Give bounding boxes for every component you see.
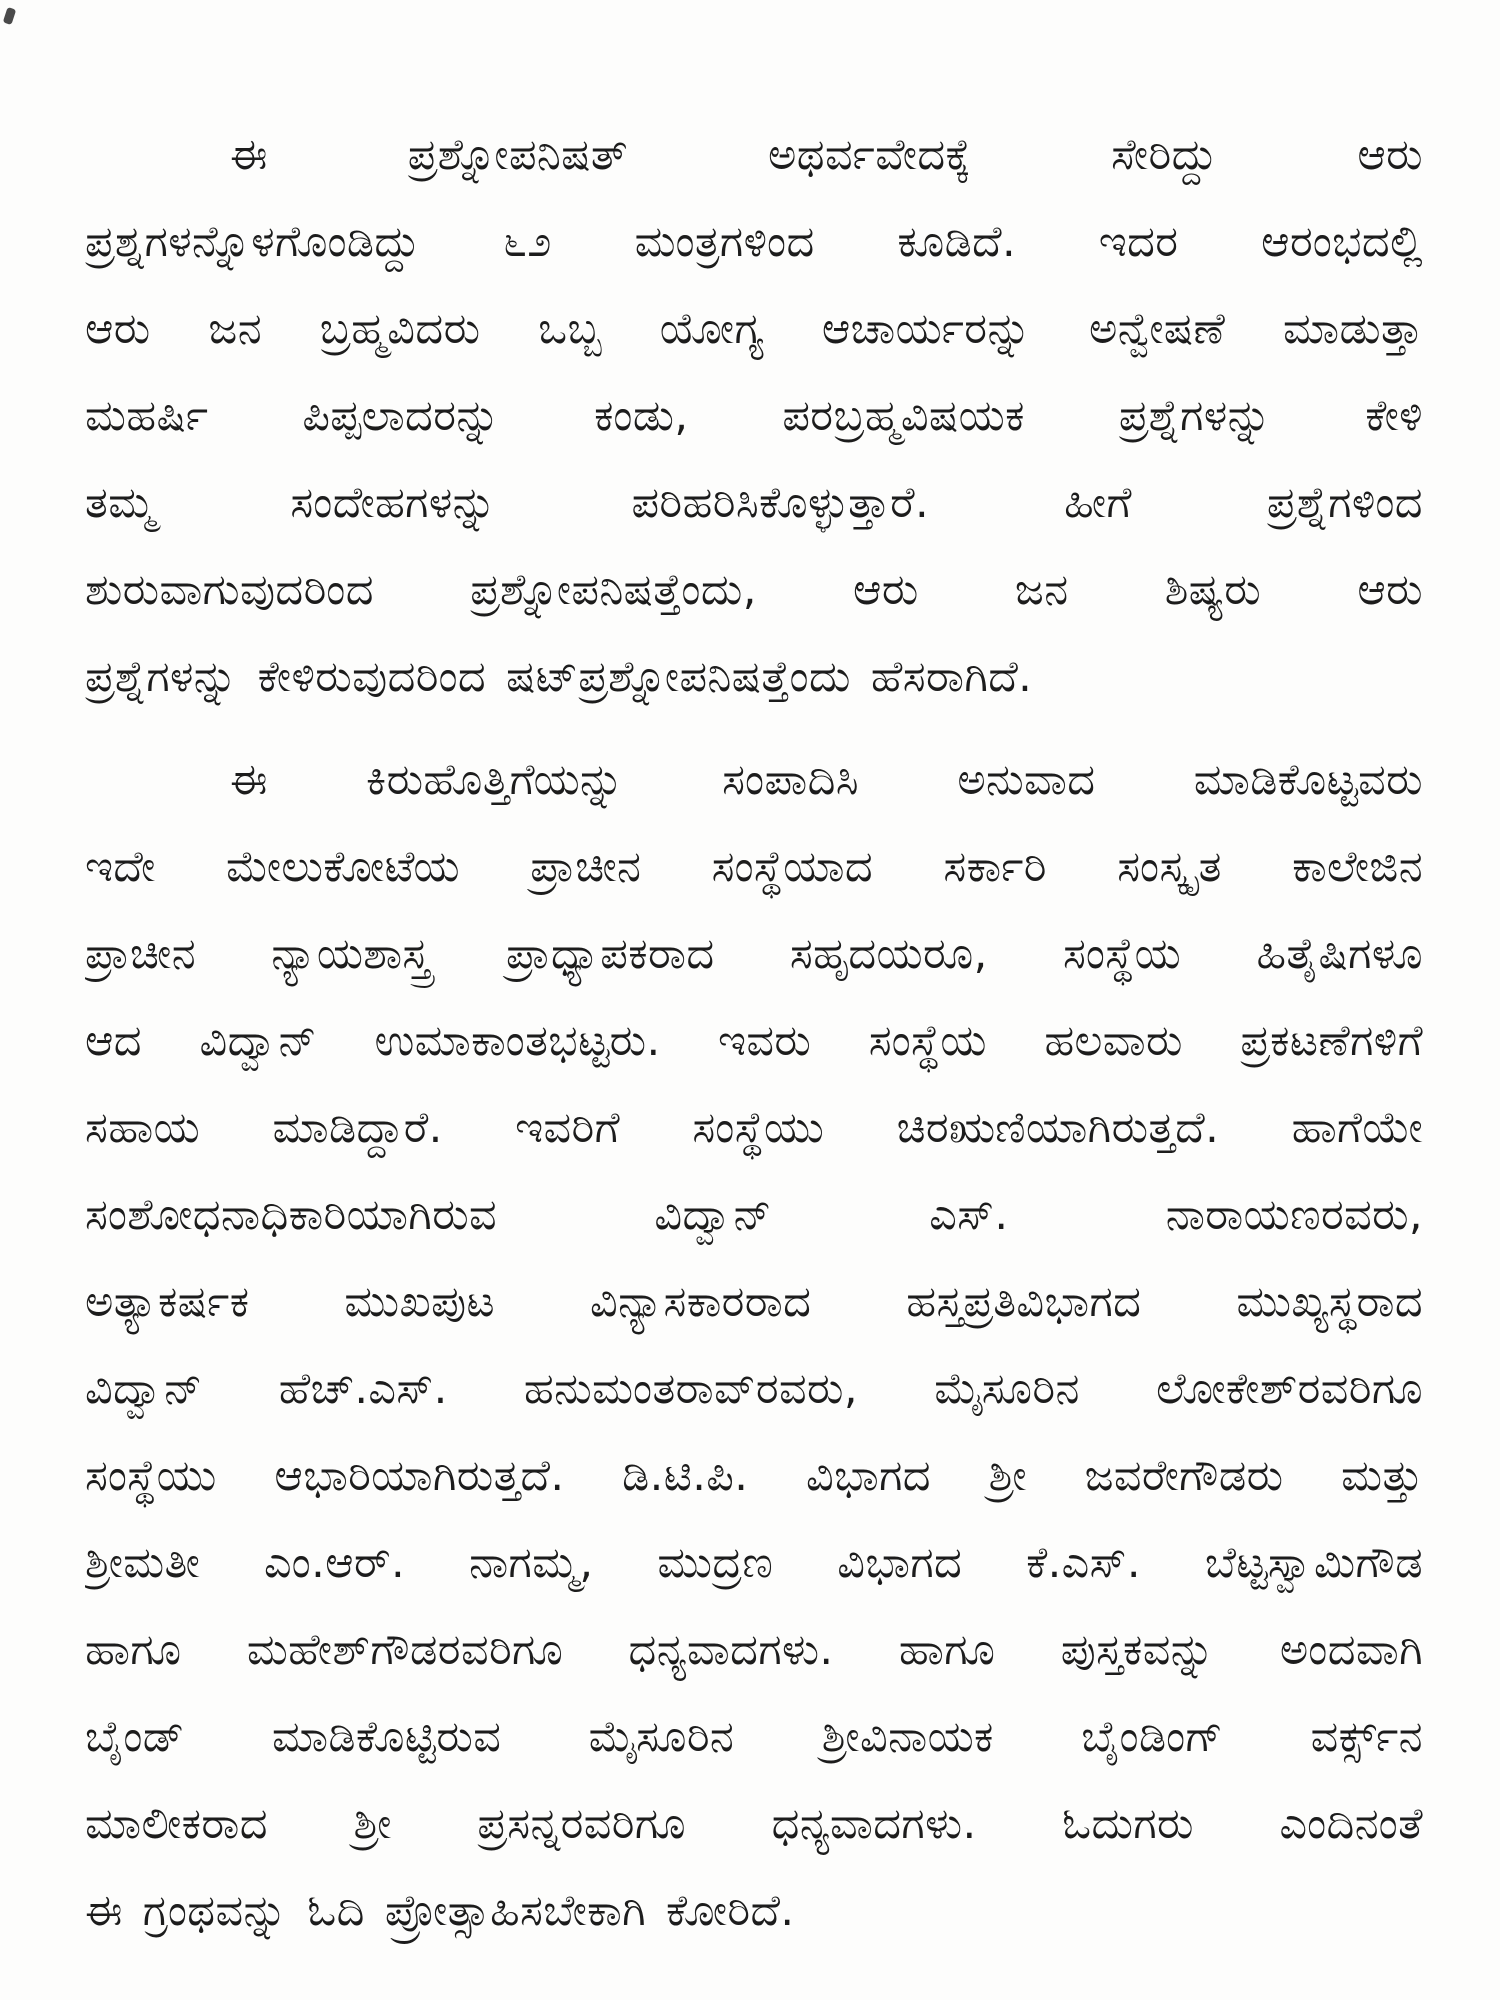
paragraph-2 [85, 737, 1423, 1955]
text-block [85, 112, 1423, 1955]
text-line: ತಮ್ಮ ಸಂದೇಹಗಳನ್ನು ಪರಿಹರಿಸಿಕೊಳ್ಳುತ್ತಾರೆ. ಹೀಗೆ ಪ್ರಶ್ನೆಗಳಿಂದ [85, 478, 1423, 528]
text-line: ಪ್ರಾಚೀನ ನ್ಯಾಯಶಾಸ್ತ್ರ ಪ್ರಾಧ್ಯಾಪಕರಾದ ಸಹೃದಯರೂ, ಸಂಸ್ಥೆಯ ಹಿತೈಷಿಗಳೂ [85, 929, 1423, 979]
text-line: ಮಹರ್ಷಿ ಪಿಪ್ಪಲಾದರನ್ನು ಕಂಡು, ಪರಬ್ರಹ್ಮವಿಷಯಕ ಪ್ರಶ್ನೆಗಳನ್ನು ಕೇಳಿ [85, 391, 1423, 441]
text-line: ಇದೇ ಮೇಲುಕೋಟೆಯ ಪ್ರಾಚೀನ ಸಂಸ್ಥೆಯಾದ ಸರ್ಕಾರಿ ಸಂಸ್ಕೃತ ಕಾಲೇಜಿನ [85, 842, 1423, 892]
text-line: ಸಂಶೋಧನಾಧಿಕಾರಿಯಾಗಿರುವ ವಿದ್ವಾನ್ ಎಸ್. ನಾರಾಯಣರವರು, [85, 1190, 1423, 1240]
text-line: ಈ ಗ್ರಂಥವನ್ನು ಓದಿ ಪ್ರೋತ್ಸಾಹಿಸಬೇಕಾಗಿ ಕೋರಿದೆ. [85, 1886, 795, 1936]
text-line: ಮಾಲೀಕರಾದ ಶ್ರೀ ಪ್ರಸನ್ನರವರಿಗೂ ಧನ್ಯವಾದಗಳು. ಓದುಗರು ಎಂದಿನಂತೆ [85, 1799, 1423, 1849]
text-line: ಬೈಂಡ್ ಮಾಡಿಕೊಟ್ಟಿರುವ ಮೈಸೂರಿನ ಶ್ರೀವಿನಾಯಕ ಬೈಂಡಿಂಗ್ ವರ್ಕ್ಸ್‌ನ [85, 1712, 1423, 1762]
text-line: ಆದ ವಿದ್ವಾನ್ ಉಮಾಕಾಂತಭಟ್ಟರು. ಇವರು ಸಂಸ್ಥೆಯ ಹಲವಾರು ಪ್ರಕಟಣೆಗಳಿಗೆ [85, 1016, 1423, 1066]
text-line: ಪ್ರಶ್ನಗಳನ್ನೊಳಗೊಂಡಿದ್ದು ೬೨ ಮಂತ್ರಗಳಿಂದ ಕೂಡಿದೆ. ಇದರ ಆರಂಭದಲ್ಲಿ [85, 217, 1423, 267]
text-line: ಸಂಸ್ಥೆಯು ಆಭಾರಿಯಾಗಿರುತ್ತದೆ. ಡಿ.ಟಿ.ಪಿ. ವಿಭಾಗದ ಶ್ರೀ ಜವರೇಗೌಡರು ಮತ್ತು [85, 1451, 1423, 1501]
paragraph-1 [85, 112, 1423, 721]
text-line: ಪ್ರಶ್ನೆಗಳನ್ನು ಕೇಳಿರುವುದರಿಂದ ಷಟ್‌ಪ್ರಶ್ನೋಪನಿಷತ್ತೆಂದು ಹೆಸರಾಗಿದೆ. [85, 652, 1033, 702]
text-line: ಶುರುವಾಗುವುದರಿಂದ ಪ್ರಶ್ನೋಪನಿಷತ್ತೆಂದು, ಆರು ಜನ ಶಿಷ್ಯರು ಆರು [85, 565, 1423, 615]
text-line: ಅತ್ಯಾಕರ್ಷಕ ಮುಖಪುಟ ವಿನ್ಯಾಸಕಾರರಾದ ಹಸ್ತಪ್ರತಿವಿಭಾಗದ ಮುಖ್ಯಸ್ಥರಾದ [85, 1277, 1423, 1327]
text-line: ವಿದ್ವಾನ್ ಹೆಚ್.ಎಸ್. ಹನುಮಂತರಾವ್‌ರವರು, ಮೈಸೂರಿನ ಲೋಕೇಶ್‌ರವರಿಗೂ [85, 1364, 1423, 1414]
text-line: ಸಹಾಯ ಮಾಡಿದ್ದಾರೆ. ಇವರಿಗೆ ಸಂಸ್ಥೆಯು ಚಿರಋಣಿಯಾಗಿರುತ್ತದೆ. ಹಾಗೆಯೇ [85, 1103, 1423, 1153]
text-line: ಆರು ಜನ ಬ್ರಹ್ಮವಿದರು ಒಬ್ಬ ಯೋಗ್ಯ ಆಚಾರ್ಯರನ್ನು ಅನ್ವೇಷಣೆ ಮಾಡುತ್ತಾ [85, 304, 1423, 354]
text-line: ಶ್ರೀಮತೀ ಎಂ.ಆರ್. ನಾಗಮ್ಮ, ಮುದ್ರಣ ವಿಭಾಗದ ಕೆ.ಎಸ್. ಬೆಟ್ಟಸ್ವಾಮಿಗೌಡ [85, 1538, 1423, 1588]
text-line: ಹಾಗೂ ಮಹೇಶ್‌ಗೌಡರವರಿಗೂ ಧನ್ಯವಾದಗಳು. ಹಾಗೂ ಪುಸ್ತಕವನ್ನು ಅಂದವಾಗಿ [85, 1625, 1423, 1675]
text-line: ಈ ಪ್ರಶ್ನೋಪನಿಷತ್ ಅಥರ್ವವೇದಕ್ಕೆ ಸೇರಿದ್ದು ಆರು [230, 130, 1423, 180]
scan-artifact [3, 7, 17, 25]
text-line: ಈ ಕಿರುಹೊತ್ತಿಗೆಯನ್ನು ಸಂಪಾದಿಸಿ ಅನುವಾದ ಮಾಡಿಕೊಟ್ಟವರು [230, 755, 1423, 805]
